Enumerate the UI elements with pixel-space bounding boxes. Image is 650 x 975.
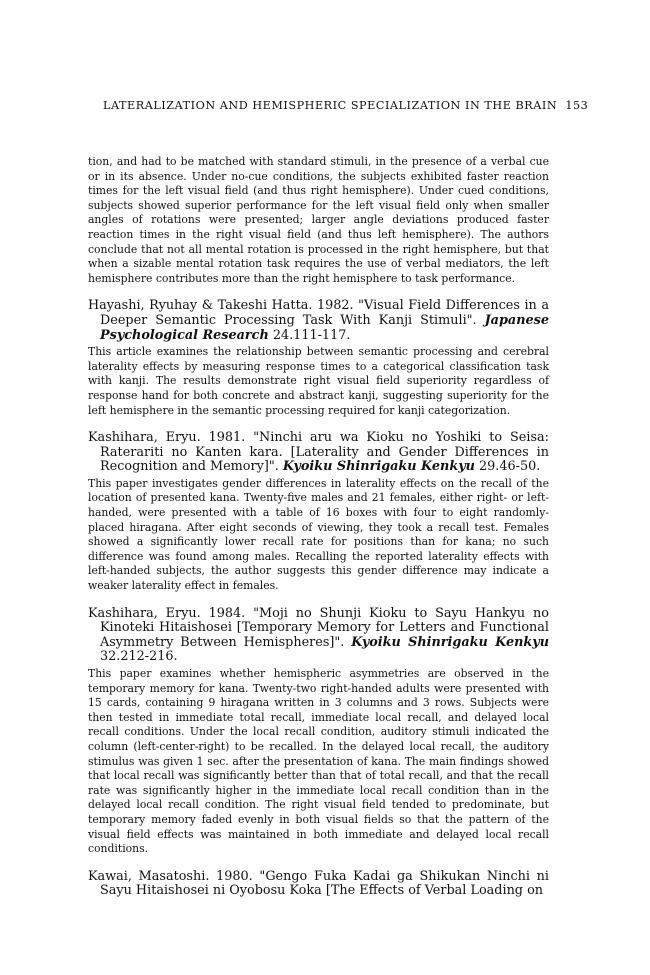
entry-citation: [88, 299, 549, 343]
citation-pages: 32.212-216.: [100, 649, 178, 665]
journal-title: Japanese Psychological Research: [100, 312, 549, 343]
entry-abstract: This paper examines whether hemispheric asymmetries are observed in the temporary memory for kana. Twenty-two right-handed adults were presented with 15 cards, containing 9 hiragana written in 3 columns and 3 rows. Subjects were then tested in immediate total recall, immediate local recall, and delayed local recall conditions. Under the local recall condition, auditory stimuli indicated the column (left-center-right) to be recalled. In the delayed local recall, the auditory stimulus was given 1 sec. after the presentation of kana. The main findings showed that local recall was significantly better than that of total recall, and that the recall rate was significantly higher in the immediate local recall condition than in the delayed local recall condition. The right visual field tended to predominate, but temporary memory faded evenly in both visual fields so that the pattern of the visual field effects was maintained in both immediate and delayed local recall conditions.: [88, 667, 549, 856]
citation-pages: 29.46-50.: [474, 459, 541, 475]
entry-citation: [88, 870, 549, 899]
journal-title: Kyoiku Shinrigaku Kenkyu: [282, 459, 475, 475]
citation-text: Kashihara, Eryu. 1984. "Moji no Shunji Kioku to Sayu Hankyu no Kinoteki Hitaishosei [Temporary Memory for Letters and Functional Asymmetry Between Hemispheres]".: [88, 605, 549, 650]
running-head: [103, 99, 589, 112]
page-body: [88, 155, 549, 901]
citation-text: Kawai, Masatoshi. 1980. "Gengo Fuka Kadai ga Shikukan Ninchi ni Sayu Hitaishosei ni Oyobosu Koka [The Effects of Verbal Loading on: [88, 868, 549, 899]
citation-text: Hayashi, Ryuhay & Takeshi Hatta. 1982. "Visual Field Differences in a Deeper Semantic Processing Task With Kanji Stimuli".: [88, 298, 549, 328]
entry-abstract: This paper investigates gender differences in laterality effects on the recall of the location of presented kana. Twenty-five males and 21 females, either right- or left-handed, were presented with a table of 16 boxes with four to eight randomly-placed hiragana. After eight seconds of viewing, they took a recall test. Females showed a significantly lower recall rate for positions than for kana; no such difference was found among males. Recalling the reported laterality effects with left-handed subjects, the author suggests this gender difference may indicate a weaker laterality effect in females.: [88, 476, 549, 593]
page-number: 153: [565, 99, 589, 112]
bibliography-entry: [88, 431, 549, 594]
citation-text: Kashihara, Eryu. 1981. "Ninchi aru wa Kioku no Yoshiki to Seisa: Raterariti no Kanten kara. [Laterality and Gender Differences in Recognition and Memory]".: [88, 430, 549, 475]
entry-abstract: This article examines the relationship between semantic processing and cerebral laterality effects by measuring response times to a categorical classification task with kanji. The results demonstrate right visual field superiority regardless of response hand for both concrete and abstract kanji, suggesting superiority for the left hemisphere in the semantic processing required for kanji categorization.: [88, 345, 549, 417]
continued-abstract: tion, and had to be matched with standard stimuli, in the presence of a verbal cue or in its absence. Under no-cue conditions, the subjects exhibited faster reaction times for the left visual field (and thus right hemisphere). Under cued conditions, subjects showed superior performance for the left visual field only when smaller angles of rotations were presented; larger angle deviations produced faster reaction times in the right visual field (and thus left hemisphere). The authors conclude that not all mental rotation is processed in the right hemisphere, but that when a sizable mental rotation task requires the use of verbal mediators, the left hemisphere contributes more than the right hemisphere to task performance.: [88, 155, 549, 285]
journal-title: Kyoiku Shinrigaku Kenkyu: [351, 634, 549, 650]
bibliography-entry: [88, 870, 549, 899]
bibliography-entry: [88, 299, 549, 418]
bibliography-entry: [88, 607, 549, 857]
entry-citation: [88, 431, 549, 475]
citation-pages: 24.111-117.: [268, 327, 351, 343]
running-title: LATERALIZATION AND HEMISPHERIC SPECIALIZATION IN THE BRAIN: [103, 99, 558, 112]
entry-citation: [88, 607, 549, 665]
